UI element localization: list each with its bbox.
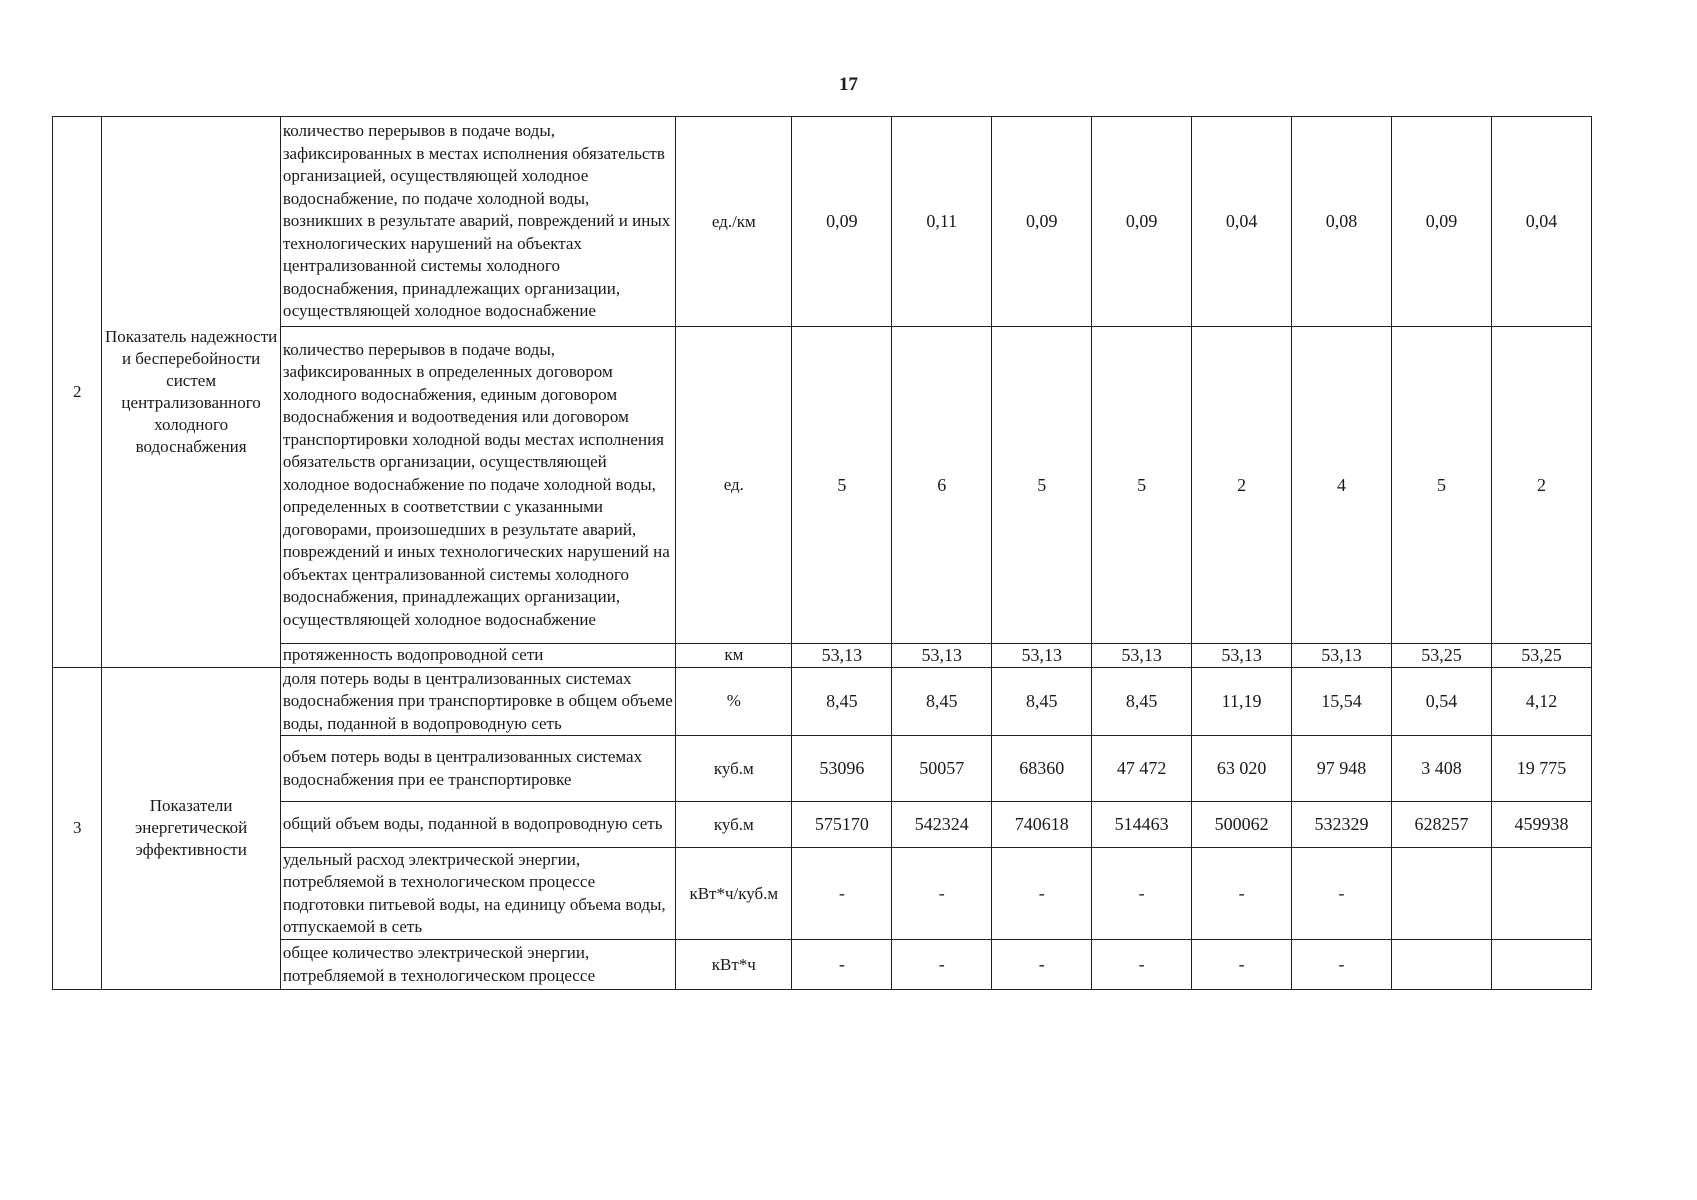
group-title: Показатели энергетической эффективности [102, 667, 280, 990]
indicator-value: 53,13 [1092, 644, 1192, 668]
indicator-value: - [1092, 848, 1192, 940]
indicator-value: 50057 [892, 736, 992, 802]
indicator-value: 0,08 [1292, 117, 1392, 327]
table-row [53, 117, 1592, 327]
indicator-value: 5 [792, 327, 892, 644]
indicator-value: 53096 [792, 736, 892, 802]
indicator-value: - [1192, 848, 1292, 940]
indicator-value: - [992, 940, 1092, 990]
table-row [53, 327, 1592, 644]
indicator-unit: ед. [676, 327, 792, 644]
indicator-value: 53,13 [892, 644, 992, 668]
indicator-unit: ед./км [676, 117, 792, 327]
group-number: 3 [53, 667, 102, 990]
indicator-value: 0,09 [792, 117, 892, 327]
page-number: 17 [839, 74, 858, 95]
indicator-value: 68360 [992, 736, 1092, 802]
indicator-value: - [792, 940, 892, 990]
group-title: Показатель надежности и бесперебойности систем централизованного холодного водоснабжения [102, 117, 280, 668]
indicator-value: 53,13 [792, 644, 892, 668]
indicator-value: 500062 [1192, 802, 1292, 848]
indicator-value: 53,13 [1292, 644, 1392, 668]
indicator-value: - [992, 848, 1092, 940]
indicator-unit: кВт*ч/куб.м [676, 848, 792, 940]
table-row [53, 736, 1592, 802]
indicator-value [1491, 940, 1591, 990]
indicator-value: 0,09 [1391, 117, 1491, 327]
indicator-value: 740618 [992, 802, 1092, 848]
indicator-value: 11,19 [1192, 667, 1292, 736]
indicators-table [52, 116, 1592, 990]
indicator-value [1391, 940, 1491, 990]
indicator-value: 8,45 [892, 667, 992, 736]
indicator-value: 0,04 [1491, 117, 1591, 327]
indicator-description: доля потерь воды в централизованных системах водоснабжения при транспортировке в общем объеме воды, поданной в водопроводную сеть [280, 667, 675, 736]
indicator-value: 3 408 [1391, 736, 1491, 802]
indicator-value: 15,54 [1292, 667, 1392, 736]
indicator-value: 514463 [1092, 802, 1192, 848]
indicator-value: 8,45 [1092, 667, 1192, 736]
indicator-description: протяженность водопроводной сети [280, 644, 675, 668]
indicator-value: 53,25 [1491, 644, 1591, 668]
table-row [53, 848, 1592, 940]
indicator-value [1491, 848, 1591, 940]
indicator-value: 459938 [1491, 802, 1591, 848]
indicator-value [1391, 848, 1491, 940]
indicator-value: 0,11 [892, 117, 992, 327]
indicator-value: - [1292, 940, 1392, 990]
table-row [53, 644, 1592, 668]
indicator-value: 5 [1391, 327, 1491, 644]
indicator-value: 2 [1491, 327, 1591, 644]
indicator-value: 47 472 [1092, 736, 1192, 802]
table-row [53, 940, 1592, 990]
indicator-value: 4,12 [1491, 667, 1591, 736]
indicator-value: - [1192, 940, 1292, 990]
indicator-value: 0,04 [1192, 117, 1292, 327]
indicator-unit: кВт*ч [676, 940, 792, 990]
indicator-unit: км [676, 644, 792, 668]
indicator-description: общий объем воды, поданной в водопроводную сеть [280, 802, 675, 848]
table-row [53, 802, 1592, 848]
indicator-value: 63 020 [1192, 736, 1292, 802]
indicator-value: 53,25 [1391, 644, 1491, 668]
indicator-value: 0,09 [1092, 117, 1192, 327]
indicator-value: 5 [1092, 327, 1192, 644]
indicator-description: количество перерывов в подаче воды, зафиксированных в определенных договором холодного водоснабжения, единым договором водоснабжения и водоотведения или договором транспортировки холодной воды местах исполнения обязательств организации, осуществляющей холодное водоснабжение по подаче холодной воды, определенных в соответствии с указанными договорами, произошедших в результате аварий, повреждений и иных технологических нарушений на объектах централизованной системы холодного водоснабжения, принадлежащих организации, осуществляющей холодное водоснабжение [280, 327, 675, 644]
indicator-value: 6 [892, 327, 992, 644]
indicator-value: - [1092, 940, 1192, 990]
indicator-value: 97 948 [1292, 736, 1392, 802]
indicator-value: - [892, 940, 992, 990]
indicator-value: 8,45 [792, 667, 892, 736]
indicator-value: 2 [1192, 327, 1292, 644]
table-row [53, 667, 1592, 736]
indicator-description: объем потерь воды в централизованных системах водоснабжения при ее транспортировке [280, 736, 675, 802]
indicator-value: 8,45 [992, 667, 1092, 736]
indicator-description: общее количество электрической энергии, потребляемой в технологическом процессе [280, 940, 675, 990]
indicator-unit: куб.м [676, 802, 792, 848]
indicator-unit: % [676, 667, 792, 736]
indicator-value: 0,54 [1391, 667, 1491, 736]
indicator-value: 628257 [1391, 802, 1491, 848]
indicator-value: 0,09 [992, 117, 1092, 327]
indicator-value: - [892, 848, 992, 940]
group-number: 2 [53, 117, 102, 668]
indicator-value: 575170 [792, 802, 892, 848]
indicator-unit: куб.м [676, 736, 792, 802]
indicator-description: количество перерывов в подаче воды, зафиксированных в местах исполнения обязательств организацией, осуществляющей холодное водоснабжение, по подаче холодной воды, возникших в результате аварий, повреждений и иных технологических нарушений на объектах централизованной системы холодного водоснабжения, принадлежащих организации, осуществляющей холодное водоснабжение [280, 117, 675, 327]
indicator-value: 19 775 [1491, 736, 1591, 802]
indicator-value: 53,13 [1192, 644, 1292, 668]
indicator-value: - [792, 848, 892, 940]
indicator-value: - [1292, 848, 1392, 940]
indicator-description: удельный расход электрической энергии, потребляемой в технологическом процессе подготовки питьевой воды, на единицу объема воды, отпускаемой в сеть [280, 848, 675, 940]
indicator-value: 53,13 [992, 644, 1092, 668]
indicator-value: 542324 [892, 802, 992, 848]
indicator-value: 532329 [1292, 802, 1392, 848]
indicator-value: 5 [992, 327, 1092, 644]
indicator-value: 4 [1292, 327, 1392, 644]
